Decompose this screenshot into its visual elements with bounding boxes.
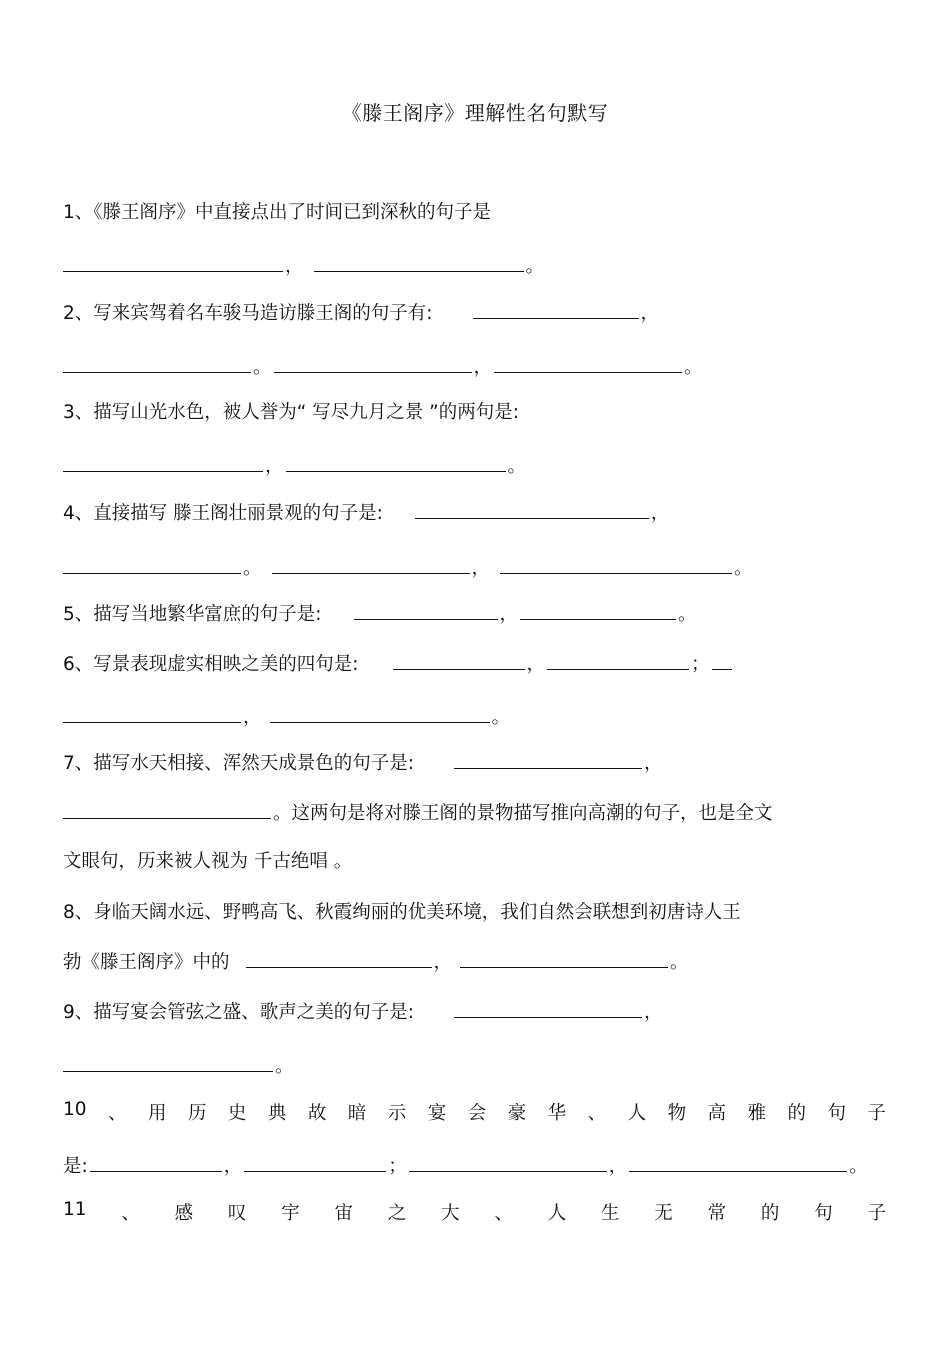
question-10-char: 子 — [867, 1103, 886, 1124]
punct: ， — [526, 654, 546, 675]
question-3-text: 3、描写山光水色，被人誉为“ 写尽九月之景 ”的两句是: — [63, 402, 519, 423]
question-10-char: 人 — [627, 1103, 647, 1124]
answer-blank[interactable] — [63, 1053, 273, 1072]
question-11-char: 、 — [121, 1203, 140, 1224]
punct: ， — [471, 558, 491, 579]
punct: ， — [243, 707, 262, 728]
question-10-char: 宴 — [427, 1103, 447, 1124]
punct: 。 — [670, 952, 689, 973]
answer-blank[interactable] — [454, 999, 642, 1018]
question-10-char: 华 — [547, 1103, 567, 1124]
punct: 。 — [849, 1156, 868, 1177]
question-7-text: 7、描写水天相接、浑然天成景色的句子是: — [63, 753, 415, 774]
answer-blank[interactable] — [246, 949, 432, 968]
question-10-char: 会 — [467, 1103, 487, 1124]
punct: ， — [285, 256, 304, 277]
answer-blank[interactable] — [454, 750, 642, 769]
answer-blank[interactable] — [270, 704, 490, 723]
answer-blank[interactable] — [460, 949, 668, 968]
answer-blank[interactable] — [393, 651, 525, 670]
question-11-char: 子 — [867, 1203, 886, 1224]
page-title: 《滕王阁序》理解性名句默写 — [341, 101, 609, 125]
question-10-char: 10 — [63, 1099, 87, 1120]
question-11-char: 常 — [707, 1203, 727, 1224]
punct: ； — [388, 1156, 407, 1177]
answer-blank[interactable] — [244, 1153, 386, 1172]
punct: ， — [650, 503, 670, 524]
question-2 — [63, 300, 659, 327]
punct: ， — [265, 456, 284, 477]
punct: 。 — [507, 456, 527, 477]
answer-blank[interactable] — [90, 1153, 222, 1172]
question-7-continuation: 。这两句是将对滕王阁的景物描写推向高潮的句子，也是全文 — [273, 803, 773, 824]
question-2-answers — [63, 354, 703, 381]
question-6-answers — [63, 704, 510, 731]
question-10-char: 历 — [187, 1103, 207, 1124]
question-10-char: 故 — [307, 1103, 327, 1124]
question-8-text: 8、身临天阔水远、野鸭高飞、秋霞绚丽的优美环境，我们自然会联想到初唐诗人王 — [63, 902, 741, 923]
question-11-char: 生 — [601, 1203, 620, 1224]
question-3-answers — [63, 453, 526, 480]
answer-blank[interactable] — [63, 555, 241, 574]
punct: ， — [640, 303, 660, 324]
question-11-char: 11 — [63, 1199, 87, 1220]
question-6-text: 6、写景表现虚实相映之美的四句是: — [63, 654, 359, 675]
punct: ， — [433, 952, 453, 973]
answer-blank[interactable] — [415, 500, 649, 519]
question-11-char: 无 — [654, 1203, 673, 1224]
question-10-char: 、 — [108, 1103, 127, 1124]
answer-blank[interactable] — [63, 704, 241, 723]
punct: ， — [608, 1156, 628, 1177]
question-10-char: 典 — [267, 1103, 287, 1124]
question-7-line3-text: 文眼句，历来被人视为 千古绝唱 。 — [63, 851, 353, 872]
question-10-line2: 是: — [63, 1156, 88, 1177]
question-8-line2: 勃《滕王阁序》中的 — [63, 952, 230, 973]
question-10-char: 史 — [227, 1103, 247, 1124]
question-1-text: 1、《滕王阁序》中直接点出了时间已到深秋的句子是 — [63, 202, 492, 223]
answer-blank[interactable] — [63, 354, 251, 373]
answer-blank[interactable] — [63, 253, 283, 272]
answer-blank[interactable] — [272, 555, 470, 574]
question-11-char: 之 — [387, 1203, 407, 1224]
answer-blank[interactable] — [286, 453, 506, 472]
punct: ， — [644, 753, 663, 774]
question-11-char: 感 — [174, 1203, 194, 1224]
question-10-char: 豪 — [507, 1103, 527, 1124]
question-10-char: 示 — [387, 1103, 407, 1124]
question-11-char: 的 — [760, 1203, 780, 1224]
question-11-char: 、 — [494, 1203, 513, 1224]
question-10-char: 、 — [587, 1103, 607, 1124]
question-11-char: 大 — [441, 1203, 460, 1224]
punct: 。 — [275, 1056, 294, 1077]
answer-blank[interactable] — [629, 1153, 847, 1172]
question-9-answers — [63, 1053, 294, 1080]
question-3 — [63, 400, 519, 426]
question-10-answers — [63, 1153, 868, 1180]
answer-blank[interactable] — [712, 651, 732, 670]
answer-blank[interactable] — [63, 800, 271, 819]
question-11 — [63, 1199, 886, 1225]
punct: ， — [223, 1156, 243, 1177]
answer-blank[interactable] — [473, 300, 639, 319]
punct: ， — [473, 357, 493, 378]
question-11-char: 宙 — [334, 1203, 354, 1224]
question-8 — [63, 900, 741, 926]
question-10-char: 高 — [707, 1103, 727, 1124]
question-5 — [63, 601, 697, 628]
question-11-char: 句 — [814, 1203, 833, 1224]
question-10 — [63, 1099, 886, 1125]
answer-blank[interactable] — [494, 354, 682, 373]
question-9 — [63, 999, 663, 1026]
question-6 — [63, 651, 734, 678]
question-11-char: 宇 — [281, 1203, 300, 1224]
question-10-char: 雅 — [747, 1103, 767, 1124]
question-7 — [63, 750, 663, 777]
question-10-char: 物 — [667, 1103, 687, 1124]
question-7-line3 — [63, 849, 352, 875]
question-11-char: 人 — [547, 1203, 567, 1224]
answer-blank[interactable] — [500, 555, 732, 574]
punct: 。 — [243, 558, 262, 579]
punct: 。 — [734, 558, 753, 579]
question-11-char: 叹 — [227, 1203, 247, 1224]
answer-blank[interactable] — [409, 1153, 607, 1172]
punct: 。 — [525, 256, 545, 277]
punct: ， — [499, 604, 519, 625]
question-10-char: 的 — [787, 1103, 806, 1124]
answer-blank[interactable] — [63, 453, 263, 472]
punct: ， — [644, 1002, 663, 1023]
question-2-text: 2、写来宾驾着名车骏马造访滕王阁的句子有: — [63, 303, 433, 324]
question-4 — [63, 500, 669, 527]
punct: ； — [691, 654, 710, 675]
question-4-text: 4、直接描写 滕王阁壮丽景观的句子是: — [63, 503, 383, 524]
answer-blank[interactable] — [547, 651, 689, 670]
answer-blank[interactable] — [314, 253, 524, 272]
punct: 。 — [684, 357, 703, 378]
question-10-char: 句 — [827, 1103, 846, 1124]
question-1-answers — [63, 253, 544, 280]
answer-blank[interactable] — [520, 601, 676, 620]
punct: 。 — [253, 357, 272, 378]
question-9-text: 9、描写宴会管弦之盛、歌声之美的句子是: — [63, 1002, 415, 1023]
question-10-char: 暗 — [347, 1103, 367, 1124]
question-4-answers — [63, 555, 753, 582]
question-10-char: 用 — [147, 1103, 167, 1124]
answer-blank[interactable] — [274, 354, 472, 373]
question-1 — [63, 200, 491, 226]
punct: 。 — [491, 707, 511, 728]
question-8-answers — [63, 949, 689, 976]
punct: 。 — [678, 604, 697, 625]
question-5-text: 5、描写当地繁华富庶的句子是: — [63, 604, 322, 625]
question-7-line2 — [63, 800, 773, 827]
answer-blank[interactable] — [354, 601, 498, 620]
